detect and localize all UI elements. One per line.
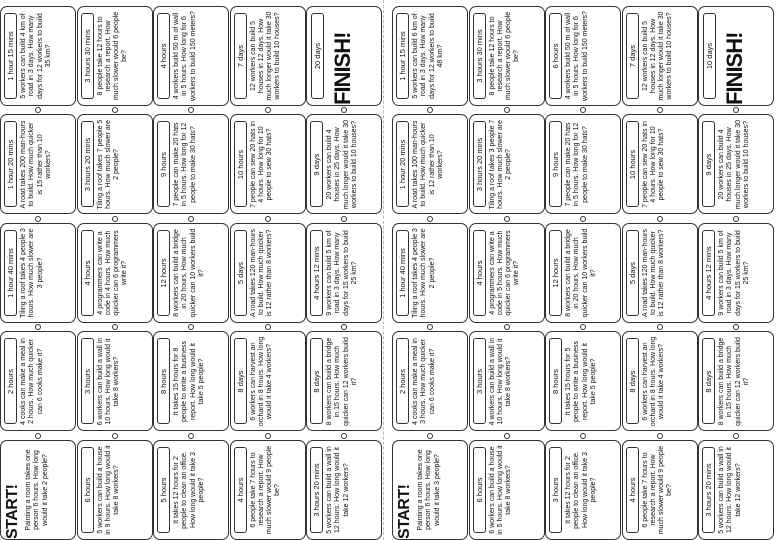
card-joint xyxy=(35,325,41,331)
finish-card xyxy=(306,6,382,106)
card-joint xyxy=(427,108,433,114)
puzzle-card xyxy=(306,115,382,215)
card-joint xyxy=(112,216,118,222)
question-text: 8 workers can build a bridge in 15 hours. How much quicker can 12 workers build it? xyxy=(718,337,750,426)
question-text: 8 workers can build a bridge in 15 hours. How much quicker can 12 workers build it? xyxy=(326,337,358,426)
finish-card xyxy=(698,6,774,106)
puzzle-card xyxy=(153,332,229,432)
answer-box: 5 days xyxy=(626,230,639,316)
card-row xyxy=(622,0,698,540)
puzzle-card xyxy=(545,332,621,432)
question-text: It takes 12 hours for 2 people to clean an office. How long would it take 3 people? xyxy=(565,451,597,529)
question-text: 7 people can sew 20 hats in 4 hours. How long for 10 people to sew 30 hats? xyxy=(249,121,274,208)
answer-box: 6 hours xyxy=(473,447,486,533)
question-text: A road takes 120 man-hours to build. How much quicker is 12 rather than 8 workers? xyxy=(641,229,666,317)
card-joint xyxy=(112,433,118,439)
puzzle-card xyxy=(622,6,698,106)
question-text: 7 people can make 20 hats in 5 hours. How long for 12 people to make 30 hats? xyxy=(173,122,197,207)
question-text: 8 workers can build a bridge in 20 hours. How much quicker can 10 workers build it? xyxy=(565,228,597,318)
answer-box: 8 days xyxy=(702,339,715,425)
puzzle-card xyxy=(230,332,306,432)
question-text: Tiling a roof takes 4 people 3 hours. How much slower are 2 people? xyxy=(412,228,436,318)
card-joint xyxy=(265,325,271,331)
card-joint xyxy=(35,216,41,222)
answer-box: 3 hours 20 mins xyxy=(310,447,323,533)
puzzle-card xyxy=(306,223,382,323)
answer-box: 3 hours 20 mins xyxy=(473,122,486,208)
card-row xyxy=(392,0,468,540)
question-text: 8 workers can build a bridge in 20 hours. How much quicker can 10 workers build it? xyxy=(173,228,205,318)
puzzle-card xyxy=(77,223,153,323)
puzzle-card xyxy=(306,332,382,432)
question-text: 20 workers can build 4 houses in 25 days. How much longer would it take 30 workers to build 10 houses? xyxy=(326,119,358,210)
card-joint xyxy=(733,108,739,114)
question-text: Painting a room takes one person 6 hours. How long would it take 2 people? xyxy=(25,449,49,531)
answer-box: 9 hours xyxy=(157,122,170,208)
puzzle-card xyxy=(153,223,229,323)
question-text: 6 people take 7 hours to research a report. How much slower would 9 people be? xyxy=(249,445,282,535)
card-joint xyxy=(657,325,663,331)
answer-box: 12 hours xyxy=(157,230,170,316)
question-text: Painting a room takes one person 6 hours. How long would it take 3 people? xyxy=(417,449,441,531)
worksheet-right xyxy=(392,0,774,540)
question-text: 5 workers can build a house in 9 hours. How long would it take 8 workers? xyxy=(96,445,121,535)
puzzle-card xyxy=(622,115,698,215)
question-text: 4 programmers can write a code in 5 hours. How much quicker can 6 programmers write it? xyxy=(488,230,521,316)
puzzle-card xyxy=(230,6,306,106)
answer-box: 1 hour 40 mins xyxy=(4,230,17,316)
card-joint xyxy=(188,433,194,439)
card-joint xyxy=(188,325,194,331)
answer-box: 3 hours 30 mins xyxy=(473,13,486,99)
puzzle-card xyxy=(622,332,698,432)
answer-box: 9 hours xyxy=(549,122,562,208)
puzzle-card xyxy=(622,223,698,323)
answer-box: 8 days xyxy=(626,339,639,425)
answer-box: 8 days xyxy=(234,339,247,425)
puzzle-card xyxy=(545,223,621,323)
answer-box: 10 hours xyxy=(626,122,639,208)
answer-box: 1 hour 15 mins xyxy=(4,13,17,99)
question-text: 9 workers can build 5 km of road in 3 days. How many days for 15 workers to build 25 km? xyxy=(326,230,358,316)
card-joint xyxy=(341,108,347,114)
question-text: 5 workers can build a wall in 12 hours. How long would it take 12 workers? xyxy=(326,446,350,534)
puzzle-card xyxy=(698,440,774,540)
puzzle-card xyxy=(0,332,76,432)
puzzle-card xyxy=(392,115,468,215)
finish-title: FINISH! xyxy=(330,32,355,105)
question-text: 4 programmers can write a code in 4 hours. How much quicker can 6 programmers write it? xyxy=(96,230,129,316)
card-joint xyxy=(188,216,194,222)
answer-box: 6 hours xyxy=(81,447,94,533)
question-text: 6 workers can harvest an orchard in 8 hours. How long would it take 4 workers? xyxy=(641,336,666,427)
board-right xyxy=(392,0,774,540)
question-text: A road takes 120 man-hours to build. How much quicker is 12 rather than 8 workers? xyxy=(249,229,274,317)
answer-box: 4 hours xyxy=(626,447,639,533)
answer-box: 4 hours 12 mins xyxy=(702,230,715,316)
answer-box: 2 hours xyxy=(396,339,409,425)
card-joint xyxy=(733,325,739,331)
puzzle-card xyxy=(469,332,545,432)
question-text: A road takes 100 man-hours to build. How much quicker is 12 rather than 10 workers? xyxy=(412,120,444,209)
card-joint xyxy=(504,108,510,114)
question-text: It takes 15 hours for 8 people to write a business report. How long would it take 5 people? xyxy=(173,341,205,422)
card-joint xyxy=(427,325,433,331)
question-text: 9 workers can build 5 km of road in 3 days. How many days for 15 workers to build 25 km? xyxy=(718,230,750,316)
card-row xyxy=(230,0,306,540)
puzzle-card xyxy=(545,440,621,540)
puzzle-card xyxy=(230,223,306,323)
question-text: A road takes 200 man-hours to build. How much quicker is 15 rather than 10 workers? xyxy=(20,120,52,209)
puzzle-card xyxy=(469,440,545,540)
page-divider xyxy=(383,0,392,540)
question-text: Tiling a roof takes 4 people 3 hours. How much slower are 3 people? xyxy=(20,228,44,318)
puzzle-card xyxy=(77,332,153,432)
answer-box: 4 hours xyxy=(81,230,94,316)
answer-box: 5 days xyxy=(234,230,247,316)
puzzle-card xyxy=(698,115,774,215)
answer-box: 8 hours xyxy=(157,339,170,425)
card-row xyxy=(153,0,229,540)
card-joint xyxy=(580,216,586,222)
answer-box: 1 hour 20 mins xyxy=(4,122,17,208)
card-joint xyxy=(580,108,586,114)
question-text: It takes 15 hours for 5 people to write a business report. How long would it take 5 people? xyxy=(565,341,597,422)
board-left xyxy=(0,0,382,540)
puzzle-card xyxy=(0,223,76,323)
card-row xyxy=(306,0,382,540)
puzzle-card xyxy=(153,115,229,215)
answer-box: 10 days xyxy=(703,13,716,99)
answer-box: 3 hours 20 mins xyxy=(81,122,94,208)
card-joint xyxy=(657,433,663,439)
card-joint xyxy=(265,433,271,439)
question-text: Tiling a roof takes 3 people 7 hours. How much slower are 2 people? xyxy=(488,119,513,210)
puzzle-card xyxy=(153,6,229,106)
puzzle-card xyxy=(469,223,545,323)
card-row xyxy=(469,0,545,540)
puzzle-card xyxy=(698,332,774,432)
question-text: 5 workers can build 6 km of road in 3 days. How many days for 12 workers to build 48 km? xyxy=(412,13,444,99)
puzzle-card xyxy=(545,115,621,215)
worksheet-left xyxy=(0,0,382,540)
answer-box: 12 hours xyxy=(549,230,562,316)
card-joint xyxy=(733,216,739,222)
question-text: 12 workers can build 5 houses in 12 days. How much longer would it take 30 workers to build 10 houses? xyxy=(249,11,282,101)
card-row xyxy=(0,0,76,540)
puzzle-card xyxy=(0,6,76,106)
card-joint xyxy=(265,216,271,222)
question-text: It takes 12 hours for 2 people to clean an office. How long would it take 3 people? xyxy=(173,451,205,529)
question-text: 4 workers build 50 m of wall in 5 hours. How long for 6 workers to build 150 meters? xyxy=(565,11,589,101)
question-text: 7 people can make 20 hats in 5 hours. How long for 12 people to make 30 hats? xyxy=(565,122,589,207)
answer-box: 2 hours xyxy=(4,339,17,425)
answer-box: 5 hours xyxy=(157,447,170,533)
answer-box: 8 days xyxy=(310,339,323,425)
card-joint xyxy=(341,325,347,331)
card-joint xyxy=(580,433,586,439)
card-joint xyxy=(112,325,118,331)
answer-box: 4 hours xyxy=(234,447,247,533)
answer-box: 20 days xyxy=(311,13,324,99)
puzzle-card xyxy=(698,223,774,323)
card-joint xyxy=(657,216,663,222)
card-joint xyxy=(504,216,510,222)
answer-box: 1 hour 20 mins xyxy=(396,122,409,208)
card-joint xyxy=(427,216,433,222)
card-joint xyxy=(427,433,433,439)
puzzle-card xyxy=(392,6,468,106)
answer-box: 4 hours xyxy=(157,13,170,99)
answer-box: 6 hours xyxy=(549,13,562,99)
answer-box: 1 hour 15 mins xyxy=(396,13,409,99)
puzzle-card xyxy=(77,440,153,540)
card-joint xyxy=(504,325,510,331)
card-joint xyxy=(341,433,347,439)
answer-box: 3 hours xyxy=(473,339,486,425)
card-joint xyxy=(35,108,41,114)
answer-box: 3 hours xyxy=(549,447,562,533)
question-text: 8 people take 12 hours to research a report. How much slower would 6 people be? xyxy=(488,11,521,101)
question-text: 4 workers can build a wall in 10 hours. How long would it take 8 workers? xyxy=(488,337,513,426)
question-text: 7 people can sew 20 hats in 4 hours. How long for 10 people to sew 30 hats? xyxy=(641,121,666,208)
question-text: 4 cooks can make a meal in 3 hours. How much quicker can 6 cooks make it? xyxy=(412,338,436,425)
answer-box: 9 days xyxy=(310,122,323,208)
puzzle-card xyxy=(545,6,621,106)
question-text: 6 workers can build a wall in 10 hours. How long would it take 8 workers? xyxy=(96,337,121,426)
question-text: Tiling a roof takes 7 people 5 hours. How much slower are 2 people? xyxy=(96,119,121,210)
card-joint xyxy=(35,433,41,439)
puzzle-card xyxy=(392,223,468,323)
question-text: 6 workers can harvest an orchard in 8 hours. How long would it take 4 workers? xyxy=(249,336,274,427)
answer-box: 1 hour 40 mins xyxy=(396,230,409,316)
answer-box: 3 hours 30 mins xyxy=(81,13,94,99)
start-card xyxy=(0,440,76,540)
card-row xyxy=(545,0,621,540)
start-title: START! xyxy=(396,484,413,539)
answer-box: 4 hours 12 mins xyxy=(310,230,323,316)
puzzle-card xyxy=(469,6,545,106)
question-text: 5 workers can build a wall in 12 hours. How long would it take 12 workers? xyxy=(718,446,742,534)
question-text: 4 cooks can make a meal in 2 hours. How much quicker can 6 cooks make it? xyxy=(20,338,44,425)
puzzle-card xyxy=(77,6,153,106)
answer-box: 3 hours xyxy=(81,339,94,425)
question-text: 12 workers can build 5 houses in 12 days. How much longer would it take 30 workers to build 10 houses? xyxy=(641,11,674,101)
card-joint xyxy=(504,433,510,439)
answer-box: 4 hours xyxy=(473,230,486,316)
question-text: 4 workers build 50 m of wall in 5 hours. How long for 6 workers to build 150 meters? xyxy=(173,11,197,101)
answer-box: 3 hours 20 mins xyxy=(702,447,715,533)
puzzle-card xyxy=(392,332,468,432)
card-joint xyxy=(341,216,347,222)
card-joint xyxy=(188,108,194,114)
puzzle-card xyxy=(77,115,153,215)
card-row xyxy=(698,0,774,540)
puzzle-card xyxy=(230,440,306,540)
card-joint xyxy=(265,108,271,114)
card-joint xyxy=(580,325,586,331)
puzzle-card xyxy=(230,115,306,215)
answer-box: 10 hours xyxy=(234,122,247,208)
start-title: START! xyxy=(4,484,21,539)
answer-box: 9 days xyxy=(702,122,715,208)
question-text: 5 workers can build 4 km of road in 3 days. How many days for 12 workers to build 35 km? xyxy=(20,13,52,99)
puzzle-card xyxy=(306,440,382,540)
answer-box: 7 days xyxy=(234,13,247,99)
card-row xyxy=(77,0,153,540)
answer-box: 8 hours xyxy=(549,339,562,425)
card-joint xyxy=(657,108,663,114)
question-text: 6 people take 7 hours to research a report. How much slower would 9 people be? xyxy=(641,445,674,535)
card-joint xyxy=(112,108,118,114)
puzzle-card xyxy=(153,440,229,540)
question-text: 20 workers can build 4 houses in 25 days. How much longer would it take 30 workers to build 10 houses? xyxy=(718,119,750,210)
answer-box: 7 days xyxy=(626,13,639,99)
finish-title: FINISH! xyxy=(722,32,747,105)
puzzle-card xyxy=(0,115,76,215)
start-card xyxy=(392,440,468,540)
card-joint xyxy=(733,433,739,439)
puzzle-card xyxy=(469,115,545,215)
puzzle-card xyxy=(622,440,698,540)
question-text: 8 people take 12 hours to research a report. How much slower would 6 people be? xyxy=(96,11,129,101)
question-text: 6 workers can build a house in 5 hours. How long would it take 8 workers? xyxy=(488,445,513,535)
